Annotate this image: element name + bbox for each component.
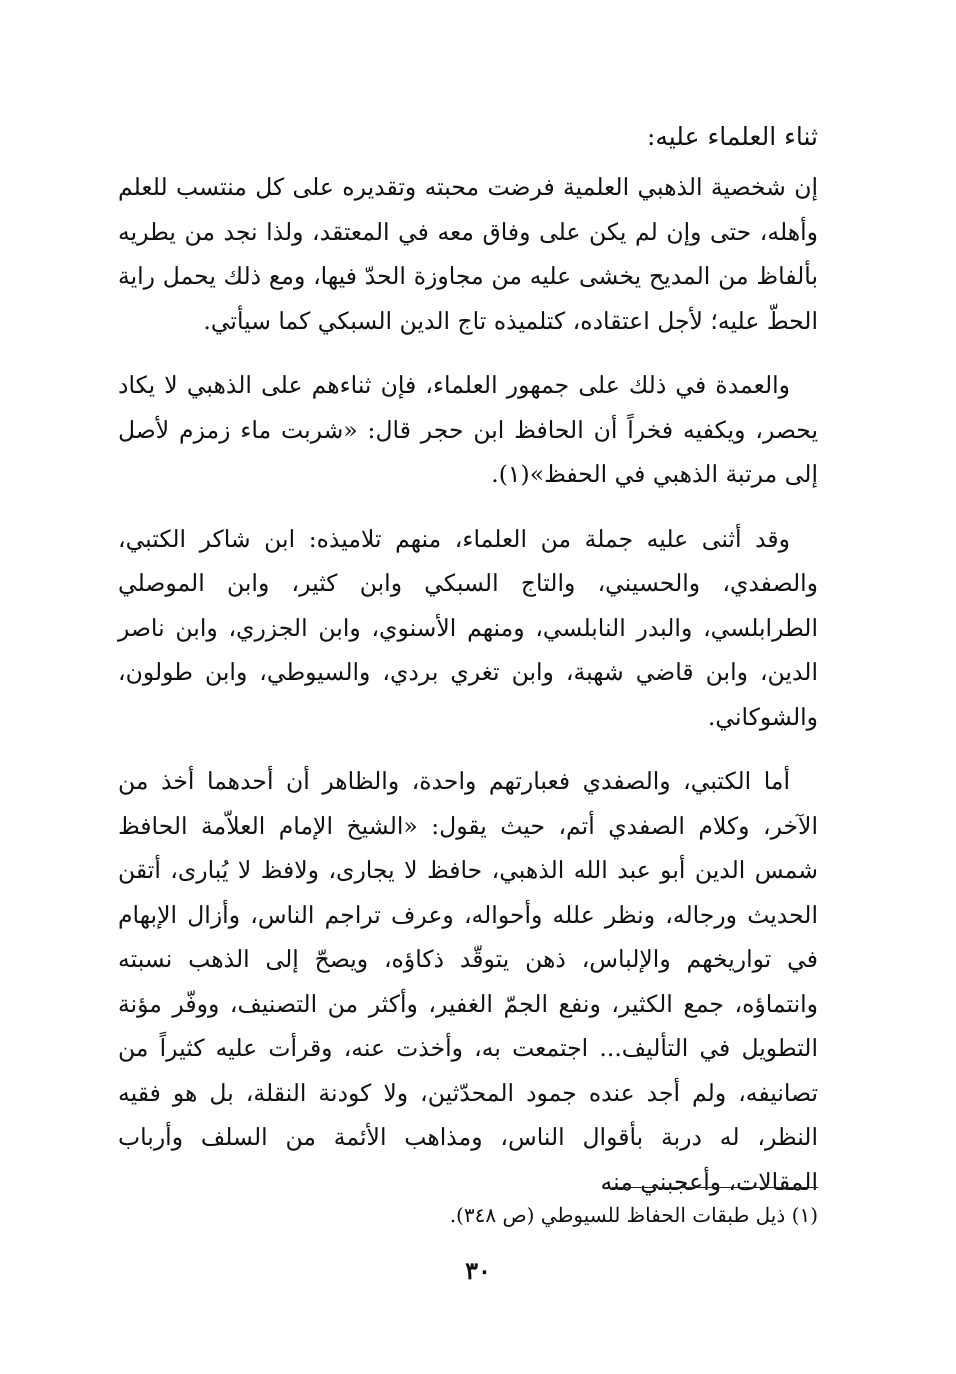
footnote: (١) ذيل طبقات الحفاظ للسيوطي (ص ٣٤٨).: [449, 1203, 818, 1227]
page-number: ٣٠: [465, 1256, 491, 1285]
paragraph-3: وقد أثنى عليه جملة من العلماء، منهم تلاميذه: ابن شاكر الكتبي، والصفدي، والحسيني، والتاج السبكي وابن كثير، وابن الموصلي الطرابلسي، والبدر النابلسي، ومنهم الأسنوي، وابن الجزري، وابن ناصر الدين، وابن قاضي شهبة، وابن تغري بردي، والسيوطي، وابن طولون، والشوكاني.: [118, 524, 818, 731]
body-text: [118, 165, 818, 1224]
paragraph-1: إن شخصية الذهبي العلمية فرضت محبته وتقديره على كل منتسب للعلم وأهله، حتى وإن لم يكن على وفاق معه في المعتقد، ولذا نجد من يطريه بألفاظ من المديح يخشى عليه من مجاوزة الحدّ فيها، ومع ذلك يحمل راية الحطّ عليه؛ لأجل اعتقاده، كتلميذه تاج الدين السبكي كما سيأتي.: [118, 173, 818, 335]
paragraph-4: أما الكتبي، والصفدي فعبارتهم واحدة، والظاهر أن أحدهما أخذ من الآخر، وكلام الصفدي أتم، حيث يقول: «الشيخ الإمام العلاّمة الحافظ شمس الدين أبو عبد الله الذهبي، حافظ لا يجارى، ولافظ لا يُبارى، أتقن الحديث ورجاله، ونظر علله وأحواله، وعرف تراجم الناس، وأزال الإبهام في تواريخهم والإلباس، ذهن يتوقّد ذكاؤه، ويصحّ إلى الذهب نسبته وانتماؤه، جمع الكثير، ونفع الجمّ الغفير، وأكثر من التصنيف، ووفّر مؤنة التطويل في التأليف... اجتمعت به، وأخذت عنه، وقرأت عليه كثيراً من تصانيفه، ولم أجد عنده جمود المحدّثين، ولا كودنة النقلة، بل هو فقيه النظر، له دربة بأقوال الناس، ومذاهب الأئمة من السلف وأرباب المقالات، وأعجبني منه: [118, 767, 818, 1196]
paragraph-2: والعمدة في ذلك على جمهور العلماء، فإن ثناءهم على الذهبي لا يكاد يحصر، ويكفيه فخراً أن الحافظ ابن حجر قال: «شربت ماء زمزم لأصل إلى مرتبة الذهبي في الحفظ»(١).: [118, 371, 818, 488]
section-heading: ثناء العلماء عليه:: [646, 122, 818, 151]
footnote-divider: [612, 1187, 818, 1188]
